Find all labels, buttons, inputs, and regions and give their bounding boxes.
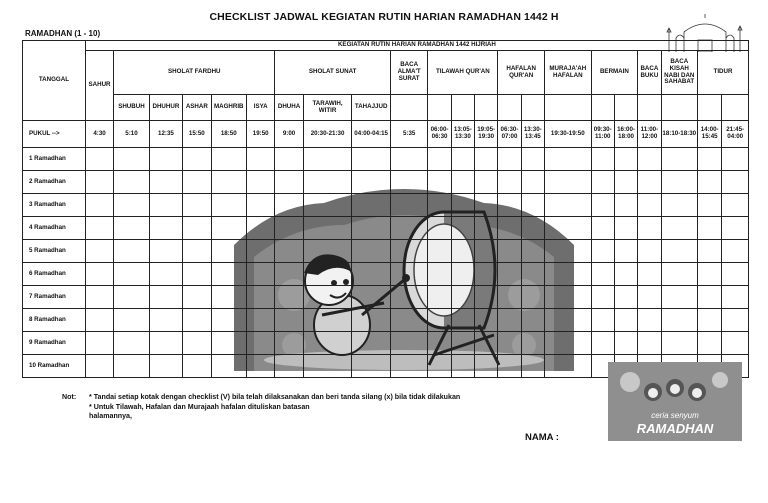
checklist-cell[interactable]: [722, 309, 749, 332]
checklist-cell[interactable]: [114, 217, 149, 240]
time-cell: 19:05-19:30: [475, 121, 498, 148]
col-header-tilawah: TILAWAH QUR'AN: [428, 51, 498, 95]
checklist-cell[interactable]: [521, 309, 544, 332]
day-label: 2 Ramadhan: [23, 171, 86, 194]
time-cell: 20:30-21:30: [303, 121, 352, 148]
checklist-cell[interactable]: [475, 171, 498, 194]
checklist-cell[interactable]: [303, 263, 352, 286]
checklist-cell[interactable]: [303, 217, 352, 240]
checklist-cell[interactable]: [211, 286, 246, 309]
checklist-cell[interactable]: [114, 263, 149, 286]
checklist-cell[interactable]: [85, 309, 113, 332]
checklist-cell[interactable]: [614, 240, 637, 263]
col-header-sahur: SAHUR: [85, 51, 113, 121]
checklist-cell[interactable]: [544, 332, 591, 355]
day-label: 7 Ramadhan: [23, 286, 86, 309]
day-row: [23, 286, 749, 309]
time-cell: 19:50: [246, 121, 274, 148]
time-cell: 18:50: [211, 121, 246, 148]
checklist-cell[interactable]: [428, 217, 451, 240]
checklist-cell[interactable]: [85, 217, 113, 240]
checklist-cell[interactable]: [638, 148, 661, 171]
time-cell: 13:30-13:45: [521, 121, 544, 148]
checklist-cell[interactable]: [698, 148, 722, 171]
checklist-cell[interactable]: [698, 332, 722, 355]
time-cell: 5:35: [390, 121, 428, 148]
checklist-cell[interactable]: [661, 263, 697, 286]
day-row: [23, 217, 749, 240]
checklist-cell[interactable]: [661, 309, 697, 332]
day-row: [23, 332, 749, 355]
checklist-cell[interactable]: [428, 332, 451, 355]
checklist-cell[interactable]: [303, 355, 352, 378]
checklist-cell[interactable]: [114, 194, 149, 217]
checklist-cell[interactable]: [352, 217, 391, 240]
checklist-cell[interactable]: [275, 148, 303, 171]
time-cell: 4:30: [85, 121, 113, 148]
checklist-cell[interactable]: [303, 171, 352, 194]
checklist-cell[interactable]: [303, 240, 352, 263]
checklist-cell[interactable]: [698, 171, 722, 194]
badge-line-1: ceria senyum: [651, 411, 699, 420]
checklist-cell[interactable]: [661, 194, 697, 217]
checklist-cell[interactable]: [149, 148, 182, 171]
checklist-cell[interactable]: [722, 240, 749, 263]
page-title: CHECKLIST JADWAL KEGIATAN RUTIN HARIAN RAMADHAN 1442 H: [209, 11, 559, 23]
checklist-cell[interactable]: [475, 194, 498, 217]
checklist-cell[interactable]: [183, 240, 211, 263]
checklist-cell[interactable]: [390, 263, 428, 286]
checklist-cell[interactable]: [211, 309, 246, 332]
checklist-cell[interactable]: [544, 217, 591, 240]
checklist-cell[interactable]: [661, 286, 697, 309]
checklist-cell[interactable]: [149, 286, 182, 309]
checklist-cell[interactable]: [390, 355, 428, 378]
checklist-cell[interactable]: [428, 286, 451, 309]
checklist-cell[interactable]: [246, 240, 274, 263]
checklist-cell[interactable]: [544, 194, 591, 217]
day-label: 4 Ramadhan: [23, 217, 86, 240]
checklist-cell[interactable]: [275, 309, 303, 332]
checklist-cell[interactable]: [722, 286, 749, 309]
checklist-cell[interactable]: [303, 148, 352, 171]
checklist-cell[interactable]: [246, 355, 274, 378]
day-row: [23, 171, 749, 194]
checklist-cell[interactable]: [352, 171, 391, 194]
day-label: 3 Ramadhan: [23, 194, 86, 217]
day-label: 5 Ramadhan: [23, 240, 86, 263]
checklist-cell[interactable]: [544, 148, 591, 171]
time-cell: 15:50: [183, 121, 211, 148]
checklist-cell[interactable]: [211, 240, 246, 263]
note-line-2: * Untuk Tilawah, Hafalan dan Murajaah hafalan dituliskan batasan: [89, 402, 310, 411]
checklist-cell[interactable]: [149, 309, 182, 332]
checklist-cell[interactable]: [638, 194, 661, 217]
checklist-cell[interactable]: [614, 194, 637, 217]
checklist-cell[interactable]: [498, 217, 521, 240]
checklist-cell[interactable]: [544, 263, 591, 286]
time-cell: 21:45-04:00: [722, 121, 749, 148]
checklist-cell[interactable]: [85, 148, 113, 171]
checklist-cell[interactable]: [498, 332, 521, 355]
ceria-senyum-ramadhan-badge: [608, 362, 742, 441]
sub-header-shubuh: SHUBUH: [114, 95, 149, 121]
checklist-cell[interactable]: [661, 217, 697, 240]
note-line-1: * Tandai setiap kotak dengan checklist (V) bila telah dilaksanakan dan beri tanda silang (x) bila tidak dilakukan: [89, 393, 461, 401]
checklist-cell[interactable]: [149, 332, 182, 355]
checklist-cell[interactable]: [303, 194, 352, 217]
checklist-cell[interactable]: [114, 332, 149, 355]
checklist-cell[interactable]: [85, 286, 113, 309]
checklist-cell[interactable]: [114, 240, 149, 263]
checklist-cell[interactable]: [475, 263, 498, 286]
day-label: 6 Ramadhan: [23, 263, 86, 286]
checklist-cell[interactable]: [114, 309, 149, 332]
notes-block: [62, 393, 460, 422]
checklist-cell[interactable]: [521, 240, 544, 263]
time-cell: 09:30-11:00: [591, 121, 614, 148]
checklist-cell[interactable]: [85, 355, 113, 378]
sub-header-tarawih: TARAWIH, WITIR: [303, 95, 352, 121]
checklist-cell[interactable]: [661, 240, 697, 263]
checklist-cell[interactable]: [352, 309, 391, 332]
checklist-cell[interactable]: [114, 148, 149, 171]
checklist-cell[interactable]: [246, 148, 274, 171]
checklist-cell[interactable]: [85, 263, 113, 286]
col-header-murajaah: MURAJA'AH HAFALAN: [544, 51, 591, 95]
checklist-cell[interactable]: [246, 332, 274, 355]
checklist-cell[interactable]: [544, 286, 591, 309]
checklist-cell[interactable]: [149, 194, 182, 217]
checklist-cell[interactable]: [638, 217, 661, 240]
checklist-cell[interactable]: [149, 355, 182, 378]
day-row: [23, 240, 749, 263]
time-cell: 5:10: [114, 121, 149, 148]
checklist-cell[interactable]: [246, 309, 274, 332]
checklist-cell[interactable]: [211, 194, 246, 217]
checklist-cell[interactable]: [211, 263, 246, 286]
checklist-cell[interactable]: [591, 171, 614, 194]
day-row: [23, 263, 749, 286]
checklist-cell[interactable]: [451, 263, 474, 286]
time-cell: 19:30-19:50: [544, 121, 591, 148]
checklist-cell[interactable]: [451, 286, 474, 309]
checklist-cell[interactable]: [475, 240, 498, 263]
checklist-cell[interactable]: [638, 286, 661, 309]
checklist-cell[interactable]: [390, 217, 428, 240]
sub-header-maghrib: MAGHRIB: [211, 95, 246, 121]
pukul-label: PUKUL -->: [23, 121, 86, 148]
checklist-cell[interactable]: [614, 263, 637, 286]
checklist-cell[interactable]: [521, 286, 544, 309]
checklist-cell[interactable]: [149, 217, 182, 240]
checklist-cell[interactable]: [390, 148, 428, 171]
checklist-cell[interactable]: [211, 171, 246, 194]
day-row: [23, 309, 749, 332]
checklist-cell[interactable]: [390, 286, 428, 309]
checklist-cell[interactable]: [246, 171, 274, 194]
note-line-3: halamannya,: [89, 412, 132, 421]
checklist-cell[interactable]: [149, 240, 182, 263]
notes-label: Not:: [62, 393, 77, 401]
checklist-cell[interactable]: [451, 171, 474, 194]
sub-header-ashar: ASHAR: [183, 95, 211, 121]
checklist-cell[interactable]: [352, 332, 391, 355]
checklist-cell[interactable]: [183, 194, 211, 217]
checklist-cell[interactable]: [614, 309, 637, 332]
day-label: 8 Ramadhan: [23, 309, 86, 332]
checklist-cell[interactable]: [114, 286, 149, 309]
checklist-cell[interactable]: [698, 240, 722, 263]
checklist-cell[interactable]: [638, 171, 661, 194]
checklist-cell[interactable]: [451, 309, 474, 332]
checklist-cell[interactable]: [614, 171, 637, 194]
checklist-cell[interactable]: [498, 194, 521, 217]
checklist-cell[interactable]: [521, 263, 544, 286]
day-row: [23, 148, 749, 171]
checklist-cell[interactable]: [85, 171, 113, 194]
checklist-cell[interactable]: [352, 194, 391, 217]
checklist-cell[interactable]: [475, 286, 498, 309]
checklist-cell[interactable]: [451, 194, 474, 217]
checklist-cell[interactable]: [451, 148, 474, 171]
checklist-cell[interactable]: [521, 148, 544, 171]
checklist-cell[interactable]: [451, 240, 474, 263]
checklist-cell[interactable]: [85, 194, 113, 217]
time-cell: 16:00-18:00: [614, 121, 637, 148]
checklist-cell[interactable]: [211, 148, 246, 171]
checklist-cell[interactable]: [722, 332, 749, 355]
checklist-cell[interactable]: [698, 263, 722, 286]
checklist-cell[interactable]: [183, 332, 211, 355]
checklist-cell[interactable]: [661, 148, 697, 171]
checklist-cell[interactable]: [591, 217, 614, 240]
col-header-bermain: BERMAIN: [591, 51, 638, 95]
checklist-cell[interactable]: [428, 240, 451, 263]
time-cell: 06:00-06:30: [428, 121, 451, 148]
schedule-table: [22, 40, 749, 378]
checklist-cell[interactable]: [114, 355, 149, 378]
col-header-baca-almatsurat: BACA ALMA'T SURAT: [390, 51, 428, 95]
checklist-cell[interactable]: [614, 148, 637, 171]
col-header-baca-kisah: BACA KISAH NABI DAN SAHABAT: [661, 51, 697, 95]
checklist-cell[interactable]: [114, 171, 149, 194]
group-header: KEGIATAN RUTIN HARIAN RAMADHAN 1442 HIJRIAH: [85, 41, 748, 51]
checklist-cell[interactable]: [183, 309, 211, 332]
checklist-cell[interactable]: [211, 332, 246, 355]
day-label: 10 Ramadhan: [23, 355, 86, 378]
checklist-cell[interactable]: [638, 263, 661, 286]
checklist-cell[interactable]: [246, 217, 274, 240]
checklist-cell[interactable]: [521, 217, 544, 240]
checklist-cell[interactable]: [498, 355, 521, 378]
checklist-cell[interactable]: [475, 217, 498, 240]
time-cell: 12:35: [149, 121, 182, 148]
checklist-cell[interactable]: [591, 194, 614, 217]
checklist-cell[interactable]: [722, 194, 749, 217]
nama-label: NAMA :: [525, 432, 559, 443]
checklist-cell[interactable]: [352, 286, 391, 309]
checklist-cell[interactable]: [521, 332, 544, 355]
checklist-cell[interactable]: [275, 171, 303, 194]
checklist-cell[interactable]: [638, 309, 661, 332]
checklist-cell[interactable]: [428, 263, 451, 286]
checklist-cell[interactable]: [183, 263, 211, 286]
checklist-cell[interactable]: [591, 263, 614, 286]
checklist-cell[interactable]: [661, 332, 697, 355]
day-label: 1 Ramadhan: [23, 148, 86, 171]
checklist-cell[interactable]: [303, 332, 352, 355]
checklist-cell[interactable]: [275, 332, 303, 355]
checklist-cell[interactable]: [521, 171, 544, 194]
checklist-cell[interactable]: [698, 309, 722, 332]
checklist-cell[interactable]: [475, 309, 498, 332]
period-label: RAMADHAN (1 - 10): [25, 29, 101, 38]
checklist-cell[interactable]: [614, 332, 637, 355]
checklist-cell[interactable]: [211, 355, 246, 378]
checklist-cell[interactable]: [544, 355, 591, 378]
checklist-cell[interactable]: [303, 286, 352, 309]
sub-header-tahajjud: TAHAJJUD: [352, 95, 391, 121]
checklist-cell[interactable]: [475, 355, 498, 378]
checklist-cell[interactable]: [722, 148, 749, 171]
checklist-cell[interactable]: [246, 194, 274, 217]
checklist-cell[interactable]: [275, 355, 303, 378]
checklist-cell[interactable]: [275, 217, 303, 240]
checklist-cell[interactable]: [85, 240, 113, 263]
checklist-cell[interactable]: [275, 263, 303, 286]
checklist-cell[interactable]: [698, 286, 722, 309]
checklist-cell[interactable]: [352, 355, 391, 378]
checklist-cell[interactable]: [183, 286, 211, 309]
col-header-tidur: TIDUR: [698, 51, 749, 95]
checklist-cell[interactable]: [183, 148, 211, 171]
time-cell: 06:30-07:00: [498, 121, 521, 148]
checklist-cell[interactable]: [614, 286, 637, 309]
checklist-cell[interactable]: [390, 194, 428, 217]
checklist-cell[interactable]: [428, 355, 451, 378]
col-header-hafalan: HAFALAN QUR'AN: [498, 51, 545, 95]
checklist-cell[interactable]: [591, 309, 614, 332]
checklist-cell[interactable]: [521, 355, 544, 378]
checklist-cell[interactable]: [246, 263, 274, 286]
checklist-cell[interactable]: [498, 263, 521, 286]
time-cell: 18:10-18:30: [661, 121, 697, 148]
checklist-cell[interactable]: [638, 240, 661, 263]
time-cell: 11:00-12:00: [638, 121, 661, 148]
checklist-cell[interactable]: [246, 286, 274, 309]
checklist-cell[interactable]: [428, 171, 451, 194]
checklist-cell[interactable]: [591, 286, 614, 309]
checklist-cell[interactable]: [352, 148, 391, 171]
checklist-cell[interactable]: [521, 194, 544, 217]
checklist-cell[interactable]: [638, 332, 661, 355]
day-label: 9 Ramadhan: [23, 332, 86, 355]
checklist-cell[interactable]: [211, 217, 246, 240]
checklist-cell[interactable]: [722, 263, 749, 286]
checklist-cell[interactable]: [451, 332, 474, 355]
day-row: [23, 194, 749, 217]
checklist-cell[interactable]: [149, 171, 182, 194]
checklist-cell[interactable]: [475, 148, 498, 171]
checklist-cell[interactable]: [544, 240, 591, 263]
checklist-cell[interactable]: [498, 171, 521, 194]
checklist-cell[interactable]: [390, 332, 428, 355]
checklist-cell[interactable]: [275, 194, 303, 217]
checklist-cell[interactable]: [390, 240, 428, 263]
time-cell: 04:00-04:15: [352, 121, 391, 148]
checklist-cell[interactable]: [352, 263, 391, 286]
checklist-cell[interactable]: [451, 355, 474, 378]
checklist-cell[interactable]: [451, 217, 474, 240]
checklist-cell[interactable]: [390, 171, 428, 194]
checklist-cell[interactable]: [722, 171, 749, 194]
checklist-cell[interactable]: [275, 240, 303, 263]
time-cell: 13:05-13:30: [451, 121, 474, 148]
checklist-cell[interactable]: [85, 332, 113, 355]
checklist-cell[interactable]: [591, 332, 614, 355]
checklist-cell[interactable]: [352, 240, 391, 263]
time-cell: 9:00: [275, 121, 303, 148]
checklist-cell[interactable]: [498, 309, 521, 332]
checklist-cell[interactable]: [390, 309, 428, 332]
checklist-cell[interactable]: [303, 309, 352, 332]
checklist-cell[interactable]: [661, 171, 697, 194]
checklist-cell[interactable]: [149, 263, 182, 286]
time-cell: 14:00-15:45: [698, 121, 722, 148]
checklist-cell[interactable]: [428, 194, 451, 217]
badge-line-2: RAMADHAN: [636, 421, 714, 436]
checklist-cell[interactable]: [183, 355, 211, 378]
checklist-cell[interactable]: [544, 171, 591, 194]
checklist-cell[interactable]: [275, 286, 303, 309]
sub-header-dhuha: DHUHA: [275, 95, 303, 121]
checklist-cell[interactable]: [183, 217, 211, 240]
checklist-cell[interactable]: [698, 217, 722, 240]
checklist-cell[interactable]: [591, 240, 614, 263]
checklist-cell[interactable]: [428, 148, 451, 171]
checklist-cell[interactable]: [591, 148, 614, 171]
checklist-cell[interactable]: [544, 309, 591, 332]
checklist-cell[interactable]: [698, 194, 722, 217]
checklist-cell[interactable]: [614, 217, 637, 240]
col-header-tanggal: TANGGAL: [23, 41, 86, 121]
checklist-cell[interactable]: [722, 217, 749, 240]
checklist-cell[interactable]: [475, 332, 498, 355]
col-header-sholat-sunat: SHOLAT SUNAT: [275, 51, 391, 95]
col-header-sholat-fardhu: SHOLAT FARDHU: [114, 51, 275, 95]
checklist-cell[interactable]: [498, 286, 521, 309]
checklist-cell[interactable]: [183, 171, 211, 194]
checklist-cell[interactable]: [498, 240, 521, 263]
sub-header-dhuhur: DHUHUR: [149, 95, 182, 121]
checklist-cell[interactable]: [428, 309, 451, 332]
sub-header-isya: ISYA: [246, 95, 274, 121]
col-header-baca-buku: BACA BUKU: [638, 51, 661, 95]
checklist-cell[interactable]: [498, 148, 521, 171]
